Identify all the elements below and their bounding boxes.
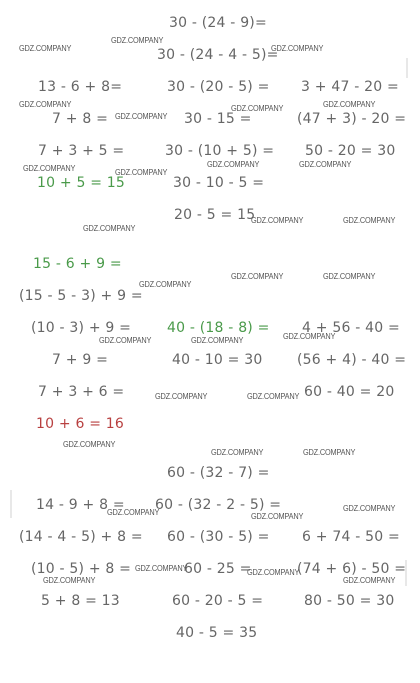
equation: (56 + 4) - 40 = bbox=[297, 352, 407, 368]
equation: (10 - 5) + 8 = bbox=[31, 561, 132, 577]
equation: (15 - 5 - 3) + 9 = bbox=[19, 288, 143, 304]
equation: 60 - (32 - 7) = bbox=[167, 465, 270, 481]
equation: 30 - (10 + 5) = bbox=[165, 143, 275, 159]
equation: 20 - 5 = 15 bbox=[174, 207, 256, 223]
equation: 13 - 6 + 8= bbox=[38, 79, 123, 95]
equation: 40 - (18 - 8) = bbox=[167, 320, 270, 336]
watermark: GDZ.COMPANY bbox=[19, 44, 72, 53]
equation: (47 + 3) - 20 = bbox=[297, 111, 407, 127]
watermark: GDZ.COMPANY bbox=[135, 564, 188, 573]
watermark: GDZ.COMPANY bbox=[63, 440, 116, 449]
watermark: GDZ.COMPANY bbox=[231, 104, 284, 113]
watermark: GDZ.COMPANY bbox=[283, 332, 336, 341]
watermark: GDZ.COMPANY bbox=[247, 568, 300, 577]
scan-artifact bbox=[406, 58, 408, 78]
watermark: GDZ.COMPANY bbox=[271, 44, 324, 53]
equation: 60 - (30 - 5) = bbox=[167, 529, 270, 545]
equation: 4 + 56 - 40 = bbox=[302, 320, 400, 336]
equation: 7 + 8 = bbox=[52, 111, 109, 127]
watermark: GDZ.COMPANY bbox=[207, 160, 260, 169]
watermark: GDZ.COMPANY bbox=[111, 36, 164, 45]
watermark: GDZ.COMPANY bbox=[83, 224, 136, 233]
equation: 3 + 47 - 20 = bbox=[301, 79, 399, 95]
equation: (74 + 6) - 50 = bbox=[297, 561, 407, 577]
watermark: GDZ.COMPANY bbox=[343, 216, 396, 225]
equation: 30 - (20 - 5) = bbox=[167, 79, 270, 95]
watermark: GDZ.COMPANY bbox=[231, 272, 284, 281]
equation: 7 + 9 = bbox=[52, 352, 109, 368]
watermark: GDZ.COMPANY bbox=[139, 280, 192, 289]
equation: 15 - 6 + 9 = bbox=[33, 256, 122, 272]
equation: 60 - (32 - 2 - 5) = bbox=[155, 497, 282, 513]
equation: 10 + 6 = 16 bbox=[36, 416, 124, 432]
watermark: GDZ.COMPANY bbox=[303, 448, 356, 457]
watermark: GDZ.COMPANY bbox=[343, 576, 396, 585]
watermark: GDZ.COMPANY bbox=[107, 508, 160, 517]
equation: 5 + 8 = 13 bbox=[41, 593, 120, 609]
watermark: GDZ.COMPANY bbox=[43, 576, 96, 585]
watermark: GDZ.COMPANY bbox=[323, 272, 376, 281]
watermark: GDZ.COMPANY bbox=[251, 512, 304, 521]
equation: (10 - 3) + 9 = bbox=[31, 320, 132, 336]
equation: 60 - 40 = 20 bbox=[304, 384, 395, 400]
watermark: GDZ.COMPANY bbox=[23, 164, 76, 173]
watermark: GDZ.COMPANY bbox=[155, 392, 208, 401]
equation: 30 - 15 = bbox=[184, 111, 252, 127]
equation: 30 - 10 - 5 = bbox=[173, 175, 265, 191]
watermark: GDZ.COMPANY bbox=[323, 100, 376, 109]
equation: 60 - 20 - 5 = bbox=[172, 593, 264, 609]
watermark: GDZ.COMPANY bbox=[115, 168, 168, 177]
equation: 30 - (24 - 9)= bbox=[169, 15, 267, 31]
equation: 10 + 5 = 15 bbox=[37, 175, 125, 191]
watermark: GDZ.COMPANY bbox=[19, 100, 72, 109]
watermark: GDZ.COMPANY bbox=[247, 392, 300, 401]
equation: 40 - 5 = 35 bbox=[176, 625, 258, 641]
watermark: GDZ.COMPANY bbox=[99, 336, 152, 345]
equation: 14 - 9 + 8 = bbox=[36, 497, 125, 513]
equation: 50 - 20 = 30 bbox=[305, 143, 396, 159]
watermark: GDZ.COMPANY bbox=[251, 216, 304, 225]
equation: 6 + 74 - 50 = bbox=[302, 529, 400, 545]
equation: 7 + 3 + 6 = bbox=[38, 384, 125, 400]
watermark: GDZ.COMPANY bbox=[115, 112, 168, 121]
equation: 60 - 25 = bbox=[184, 561, 252, 577]
watermark: GDZ.COMPANY bbox=[299, 160, 352, 169]
equation: 40 - 10 = 30 bbox=[172, 352, 263, 368]
equation: 80 - 50 = 30 bbox=[304, 593, 395, 609]
equation: (14 - 4 - 5) + 8 = bbox=[19, 529, 143, 545]
scan-artifact bbox=[10, 490, 12, 518]
watermark: GDZ.COMPANY bbox=[343, 504, 396, 513]
watermark: GDZ.COMPANY bbox=[191, 336, 244, 345]
equation: 30 - (24 - 4 - 5)= bbox=[157, 47, 279, 63]
equation: 7 + 3 + 5 = bbox=[38, 143, 125, 159]
watermark: GDZ.COMPANY bbox=[211, 448, 264, 457]
